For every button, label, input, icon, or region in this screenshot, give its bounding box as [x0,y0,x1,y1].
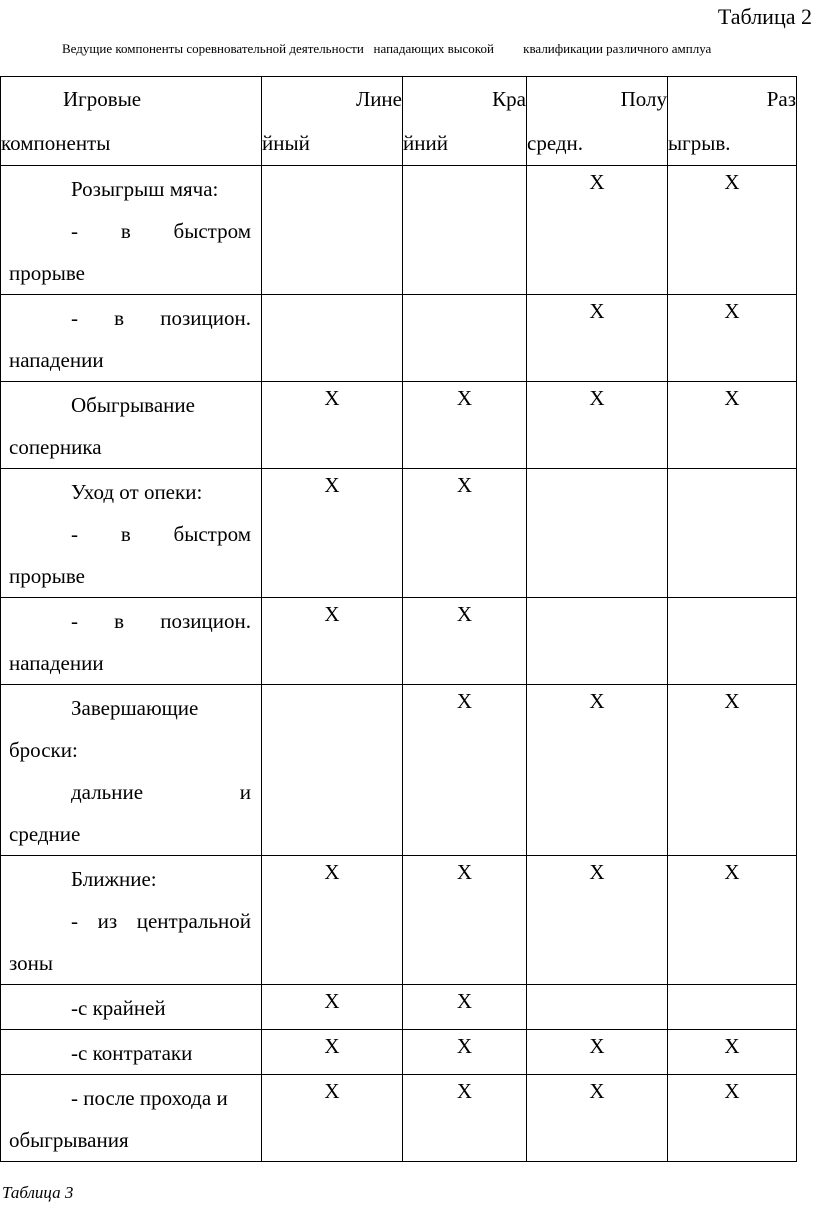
header-component-line: Игровые [63,87,142,111]
role-cell [527,985,668,1030]
mark-x: Х [456,860,473,884]
mark-x [527,598,667,600]
role-cell [403,1075,527,1162]
mark-x: Х [324,1079,340,1103]
role-cell [668,1075,797,1162]
component-cell [1,598,262,685]
components-table [0,76,797,1162]
mark-x: Х [724,299,740,323]
table-caption: Ведущие компоненты соревновательной деятельности нападающих высокой квалификации различного амплуа [62,41,712,56]
role-cell [262,469,403,598]
table-row [1,985,797,1030]
mark-x: Х [724,1034,740,1058]
mark-x: Х [324,473,340,497]
mark-x: Х [456,689,473,713]
role-cell [403,1030,527,1075]
role-cell [403,685,527,856]
mark-x: Х [589,1034,605,1058]
role-cell [527,382,668,469]
mark-x: Х [589,386,605,410]
role-cell [527,1075,668,1162]
mark-x: Х [324,1034,340,1058]
mark-x: Х [589,1079,605,1103]
component-line: соперника [9,435,102,459]
table-row [1,382,797,469]
component-line: средние [9,822,81,846]
table-row [1,856,797,985]
mark-x: Х [456,1079,473,1103]
component-cell [1,985,262,1030]
mark-x: Х [456,989,473,1013]
mark-x [527,469,667,471]
component-line: прорыве [9,564,85,588]
role-cell [668,685,797,856]
table-row [1,469,797,598]
header-role-bottom: средн. [527,131,584,155]
role-cell [262,685,403,856]
next-table-label: Таблица 3 [2,1183,74,1202]
mark-x: Х [724,860,740,884]
component-line: - в позицион. [71,609,251,633]
mark-x [403,166,526,168]
header-role-bottom: йний [403,131,448,155]
mark-x [668,985,796,987]
component-cell [1,1030,262,1075]
component-line: Завершающие [71,696,199,720]
component-cell [1,166,262,295]
header-role-top: Кра [492,87,526,111]
table-number: Таблица 2 [717,4,812,29]
component-line: нападении [9,348,104,372]
mark-x: Х [456,473,473,497]
table-row [1,1075,797,1162]
header-role-razygryvayushchiy [668,77,797,166]
mark-x: Х [724,386,740,410]
role-cell [668,382,797,469]
component-line: прорыве [9,261,85,285]
mark-x: Х [456,602,473,626]
header-role-lineyny [262,77,403,166]
role-cell [262,598,403,685]
component-cell [1,469,262,598]
role-cell [262,1030,403,1075]
component-line: -с контратаки [71,1041,193,1065]
role-cell [668,985,797,1030]
mark-x [668,598,796,600]
role-cell [527,166,668,295]
role-cell [403,598,527,685]
role-cell [262,382,403,469]
role-cell [403,382,527,469]
role-cell [262,856,403,985]
component-cell [1,295,262,382]
mark-x: Х [456,1034,473,1058]
role-cell [668,856,797,985]
component-line: - в позицион. [71,306,251,330]
role-cell [527,469,668,598]
component-cell [1,685,262,856]
role-cell [403,166,527,295]
mark-x: Х [724,170,740,194]
component-line: броски: [9,738,78,762]
component-line: обыгрывания [9,1128,129,1152]
table-row [1,166,797,295]
role-cell [403,985,527,1030]
mark-x: Х [456,386,473,410]
role-cell [527,685,668,856]
mark-x: Х [324,860,340,884]
component-line: - из центральной [71,909,251,933]
mark-x [403,295,526,297]
role-cell [668,469,797,598]
mark-x: Х [324,602,340,626]
component-line: - в быстром [71,219,251,243]
mark-x: Х [724,689,740,713]
header-role-bottom: йный [262,131,310,155]
component-line: Ближние: [71,867,157,891]
mark-x: Х [589,860,605,884]
header-role-polusredniy [527,77,668,166]
component-line: Розыгрыш мяча: [71,177,219,201]
component-line: - после прохода и [71,1086,228,1110]
header-role-bottom: ыгрыв. [668,131,731,155]
component-line: -с крайней [71,996,166,1020]
header-role-top: Полу [620,87,667,111]
role-cell [527,856,668,985]
role-cell [527,1030,668,1075]
component-line: Уход от опеки: [71,480,203,504]
header-role-krayniy [403,77,527,166]
header-role-top: Раз [766,87,796,111]
mark-x [262,166,402,168]
role-cell [668,598,797,685]
mark-x: Х [324,989,340,1013]
component-cell [1,382,262,469]
mark-x: Х [324,386,340,410]
role-cell [262,1075,403,1162]
role-cell [403,469,527,598]
component-line: Обыгрывание [71,393,195,417]
component-line: - в быстром [71,522,251,546]
header-component-line: компоненты [1,131,111,155]
mark-x [527,985,667,987]
role-cell [403,856,527,985]
role-cell [668,1030,797,1075]
component-line: дальние и [71,780,251,804]
table-row [1,1030,797,1075]
mark-x [262,685,402,687]
component-cell [1,1075,262,1162]
table-row [1,295,797,382]
role-cell [527,295,668,382]
mark-x [262,295,402,297]
component-line: нападении [9,651,104,675]
role-cell [262,166,403,295]
role-cell [527,598,668,685]
role-cell [403,295,527,382]
header-row [1,77,797,166]
mark-x: Х [589,689,605,713]
table-row [1,598,797,685]
header-role-top: Лине [355,87,402,111]
header-component [1,77,262,166]
role-cell [262,985,403,1030]
mark-x [668,469,796,471]
role-cell [262,295,403,382]
table-row [1,685,797,856]
mark-x: Х [589,299,605,323]
role-cell [668,166,797,295]
mark-x: Х [589,170,605,194]
component-line: зоны [9,951,54,975]
role-cell [668,295,797,382]
mark-x: Х [724,1079,740,1103]
component-cell [1,856,262,985]
